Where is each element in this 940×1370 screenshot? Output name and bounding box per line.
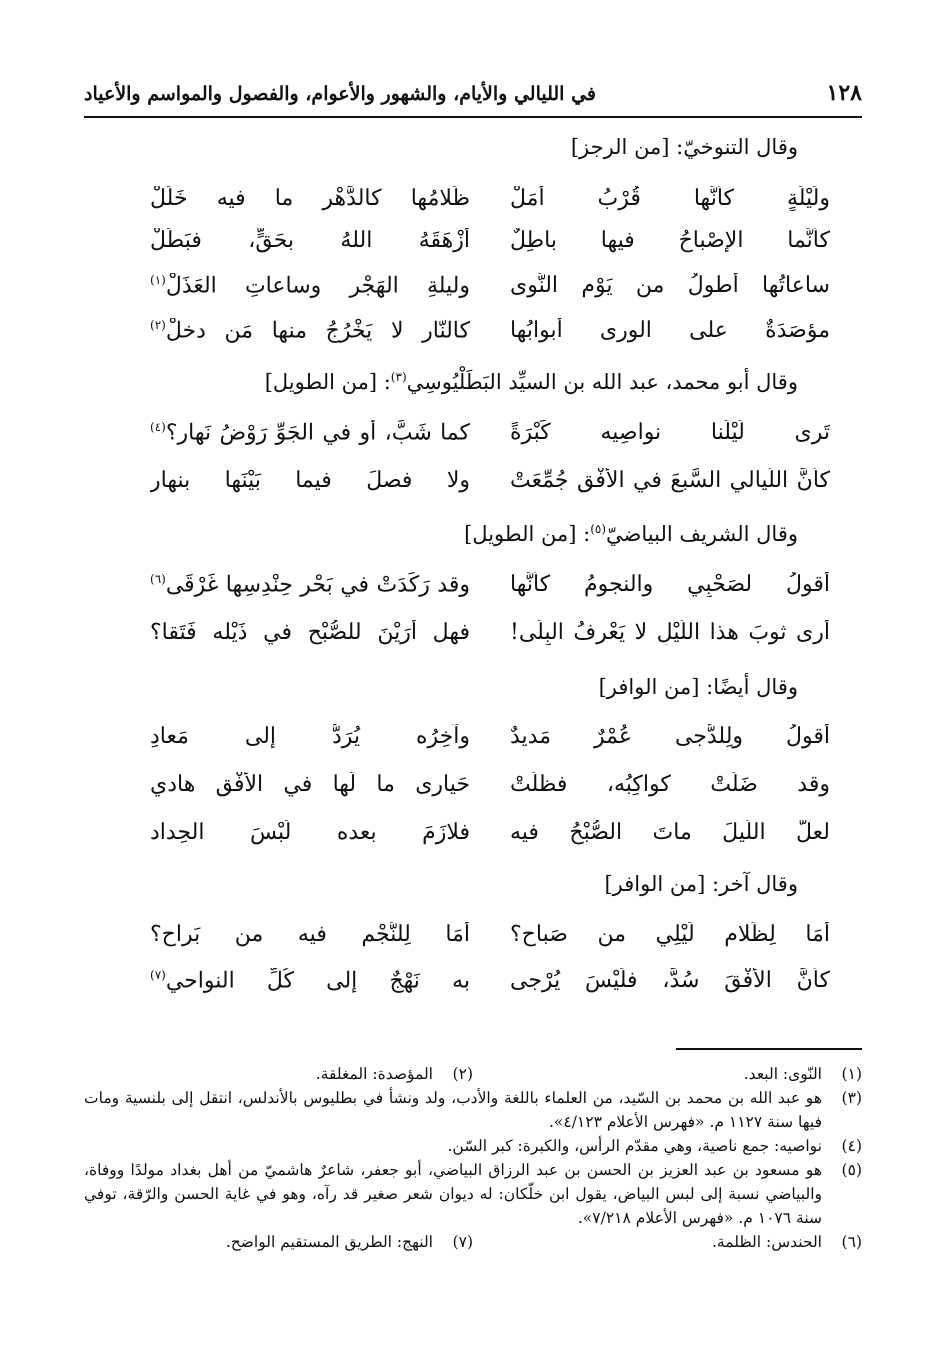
verse-second-hemistich: وقد رَكَدَتْ في بَحْرِ حِنْدِسِها غَرْقَى$^{(٦)}$ <box>150 572 470 598</box>
running-head <box>84 80 862 106</box>
footnote-marker: (٤) <box>150 420 166 434</box>
poem-intro: وقال الشريف البياضيّ$^{(٥)}$: [من الطويل] <box>464 522 798 546</box>
poem-intro: وقال التنوخيّ: [من الرجز] <box>570 135 798 159</box>
footnote-number: (٣) <box>841 1089 862 1108</box>
footnote-marker: (١) <box>150 273 166 287</box>
page-number: ١٢٨ <box>826 80 862 106</box>
footnote <box>84 1062 473 1086</box>
verse-line <box>150 318 830 358</box>
footnote <box>473 1062 862 1086</box>
verse-second-hemistich: حَيارى ما لَها في الأُفْقِ هادي <box>150 772 470 797</box>
verse-first-hemistich: لعلَّ اللَّيلَ ماتَ الصُّبْحُ فيه <box>510 820 830 845</box>
running-title: في الليالي والأيام، والشهور والأعوام، والفصول والمواسم والأعياد <box>84 83 596 105</box>
footnote <box>84 1134 862 1158</box>
verse-second-hemistich: ولا فصلَ فيما بَيْنَها بنهارِ <box>150 468 470 493</box>
footnote-number: (٧) <box>452 1233 473 1252</box>
verse-line <box>150 922 830 962</box>
footnote-number: (٥) <box>841 1161 862 1180</box>
verse-first-hemistich: ولَيْلَةٍ كأنَّها قُرْبُ أَمَلْ <box>510 186 830 211</box>
verse-first-hemistich: تَرى لَيْلَنا نواصِيه كَبْرَةً <box>510 420 830 445</box>
verse-second-hemistich: كما شَبَّ، أو في الجَوِّ رَوْضُ نَهارِ؟$^{(٤)}$ <box>150 420 470 446</box>
verse-second-hemistich: فلازَمَ بعده لُبْسَ الحِداد <box>150 820 470 845</box>
verse-first-hemistich: وقد ضَلَّتْ كواكِبُه، فظلَّتْ <box>510 772 830 797</box>
verse-first-hemistich: مؤصَدَةٌ على الورى أبوابُها <box>510 318 830 343</box>
verse-first-hemistich: ساعاتُها أطولُ من يَوْمِ النَّوى <box>510 273 830 298</box>
verse-line <box>150 620 830 660</box>
footnote <box>84 1158 862 1230</box>
verse-first-hemistich: أرى ثوبَ هذا اللَّيْلِ لا يَعْرِفُ البِلَى! <box>510 620 830 645</box>
footnote <box>473 1230 862 1254</box>
verse-line <box>150 186 830 226</box>
footnote-row <box>84 1230 862 1254</box>
footnote-marker: (٣) <box>390 370 407 384</box>
verse-line <box>150 273 830 313</box>
verse-second-hemistich: أزْهَقَهُ اللهُ بحَقٍّ، فبَطَلْ <box>150 228 470 253</box>
poem-intro: وقال أبو محمد، عبد الله بن السيِّد البَطَلْيُوسِي$^{(٣)}$: [من الطويل] <box>264 370 798 394</box>
verse-first-hemistich: كأنَّما الإصْباحُ فيها باطِلٌ <box>510 228 830 253</box>
footnote-marker: (٦) <box>150 572 166 586</box>
verse-line <box>150 420 830 460</box>
verse-line <box>150 228 830 268</box>
poem-intro: وقال أيضًا: [من الوافر] <box>598 675 798 699</box>
verse-line <box>150 572 830 612</box>
verse-first-hemistich: أقولُ لصَحْبِي والنجومُ كأنَّها <box>510 572 830 597</box>
footnote-marker: (٧) <box>150 968 166 982</box>
footnote-text: هو مسعود بن عبد العزيز بن الحسن بن عبد الرزاق البياضي، أبو جعفر، شاعرٌ هاشميّ من أهل بغداد مولدًا ووفاة، والبياضي نسبة إلى لبس البياض، يقول ابن خلّكان: له ديوان شعر صغير قد رآه، وهو في غاية الحسن والرّقة، توفي سنة ١٠٧٦ م. «فهرس الأعلام ٧/٢١٨». <box>84 1161 822 1228</box>
verse-second-hemistich: أمَا لِلنَّجْمِ فيه من بَراحِ؟ <box>150 922 470 947</box>
verse-first-hemistich: كأنَّ اللّيالي السَّبعَ في الأُفْقِ جُمِّعَتْ <box>510 468 830 493</box>
footnote-marker: (٢) <box>150 318 166 332</box>
footnote <box>84 1086 862 1134</box>
verse-line <box>150 968 830 1008</box>
verse-first-hemistich: كأنَّ الأُفْقَ سُدَّ، فلَيْسَ يُرْجى <box>510 968 830 993</box>
footnote-number: (١) <box>841 1065 862 1083</box>
verse-second-hemistich: ظَلامُها كالدَّهْر ما فيه خَلَلْ <box>150 186 470 211</box>
footnotes <box>84 1062 862 1254</box>
verse-line <box>150 772 830 812</box>
footnote-text: الحندس: الظلمة. <box>712 1233 822 1252</box>
footnote-number: (٢) <box>452 1065 473 1083</box>
verse-line <box>150 820 830 860</box>
footnote-text: المؤصدة: المغلقة. <box>315 1065 433 1083</box>
verse-second-hemistich: وآخِرُه يُرَدُّ إلى مَعادِ <box>150 724 470 749</box>
verse-line <box>150 724 830 764</box>
footnote <box>84 1230 473 1254</box>
footnote-text: النهج: الطريق المستقيم الواضح. <box>225 1233 433 1252</box>
verse-second-hemistich: كالنّار لا يَخْرُجُ منها مَن دخلْ$^{(٢)}$ <box>150 318 470 344</box>
verse-second-hemistich: فهل أَرَيْنَ للصُّبْحِ في ذَيْله فَتَقا؟ <box>150 620 470 645</box>
verse-first-hemistich: أقولُ ولِلدُّجى عُمْرٌ مَديدٌ <box>510 724 830 749</box>
footnote-number: (٤) <box>841 1137 862 1156</box>
footnote-row <box>84 1062 862 1086</box>
footnote-marker: (٥) <box>590 522 607 536</box>
verse-first-hemistich: أمَا لِظَلامِ لَيْلِي من صَباحِ؟ <box>510 922 830 947</box>
verse-second-hemistich: وليلةِ الهَجْرِ وساعاتِ العَذَلْ$^{(١)}$ <box>150 273 470 299</box>
header-rule <box>84 116 862 118</box>
footnote-text: هو عبد الله بن محمد بن السّيد، من العلماء باللغة والأدب، ولد ونشأ في بطليوس بالأندلس، انتقل إلى بلنسية ومات فيها سنة ١١٢٧ م. «فهرس الأعلام ٤/١٢٣». <box>84 1089 822 1132</box>
verse-line <box>150 468 830 508</box>
verse-second-hemistich: به نَهْجٌ إلى كُلِّ النواحي$^{(٧)}$ <box>150 968 470 994</box>
footnote-number: (٦) <box>841 1233 862 1252</box>
footnote-rule <box>676 1048 862 1050</box>
poem-intro: وقال آخر: [من الوافر] <box>604 872 798 896</box>
footnote-text: النّوى: البعد. <box>743 1065 822 1083</box>
footnote-text: نواصيه: جمع ناصية، وهي مقدّم الرأس، والكبرة: كبر السّن. <box>447 1137 822 1156</box>
